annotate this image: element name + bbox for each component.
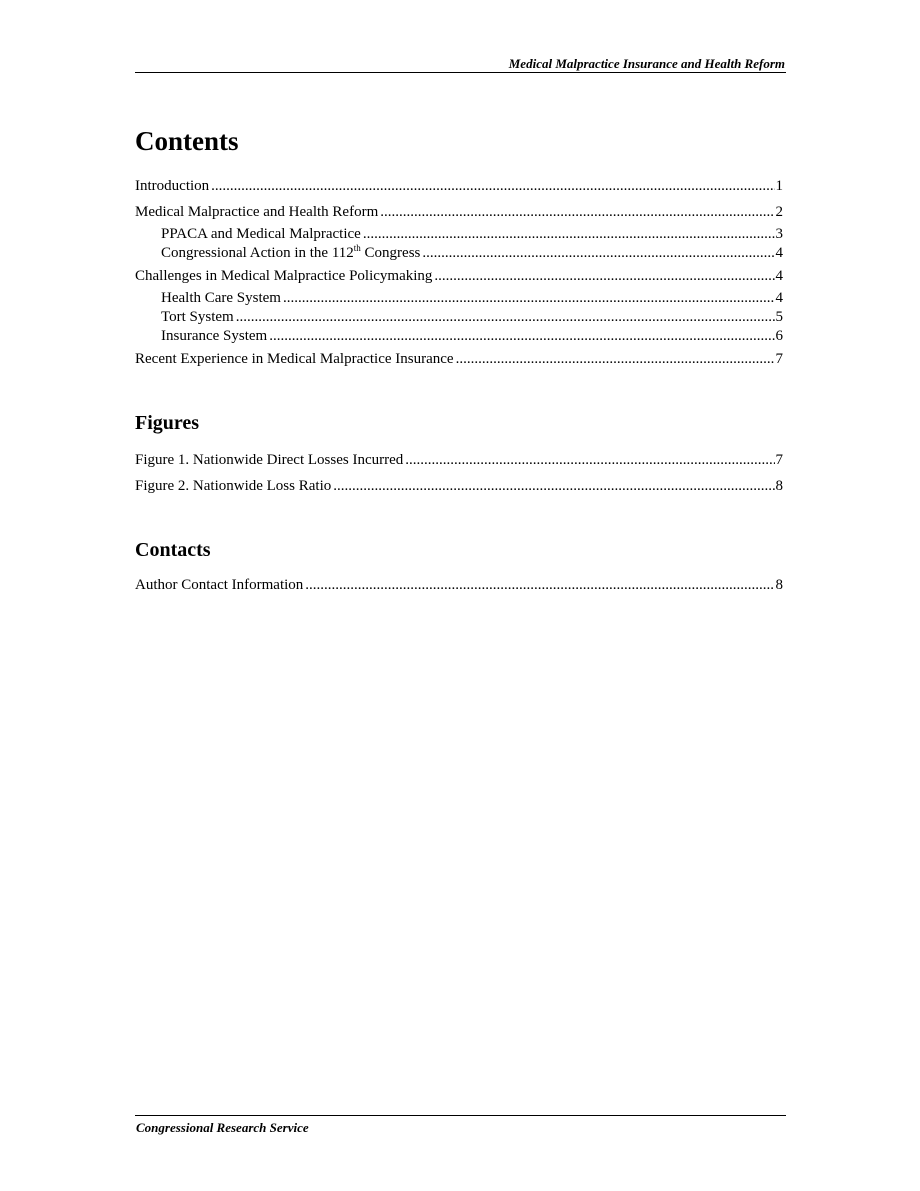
page-header (135, 56, 786, 73)
toc-entry-label: Insurance System (161, 328, 268, 344)
toc-entry-author-contact[interactable] (135, 576, 783, 594)
dot-leader (422, 244, 774, 262)
toc-entry-figure-1[interactable] (135, 451, 783, 469)
toc-entry-ppaca-and-medical-malpractice[interactable] (161, 225, 783, 243)
toc-page-number: 7 (775, 351, 783, 367)
dot-leader (305, 576, 774, 594)
contents-heading: Contents (135, 126, 239, 156)
toc-page-number: 8 (775, 478, 783, 494)
toc-page-number: 6 (775, 328, 783, 344)
toc-page-number: 7 (775, 452, 783, 468)
dot-leader (405, 451, 774, 469)
toc-page-number: 3 (775, 226, 783, 242)
toc-entry-label (161, 244, 420, 262)
dot-leader (269, 327, 774, 345)
toc-entry-tort-system[interactable] (161, 308, 783, 326)
toc-page-number: 5 (775, 309, 783, 325)
toc-entry-medical-malpractice-and-health-reform[interactable] (135, 203, 783, 221)
contacts-heading: Contacts (135, 539, 211, 561)
dot-leader (333, 477, 774, 495)
toc-entry-introduction[interactable] (135, 177, 783, 195)
toc-entry-label: Recent Experience in Medical Malpractice Insurance (135, 351, 454, 367)
toc-page-number: 4 (775, 290, 783, 306)
toc-page-number: 1 (775, 178, 783, 194)
toc-entry-figure-2[interactable] (135, 477, 783, 495)
toc-page-number: 2 (775, 204, 783, 220)
dot-leader (434, 267, 774, 285)
ordinal-superscript: th (353, 243, 361, 253)
toc-page-number: 8 (775, 577, 783, 593)
running-title: Medical Malpractice Insurance and Health Reform (508, 56, 785, 71)
dot-leader (363, 225, 775, 243)
toc-entry-label: Author Contact Information (135, 577, 304, 593)
toc-entry-label: Tort System (161, 309, 234, 325)
toc-entry-health-care-system[interactable] (161, 289, 783, 307)
toc-entry-challenges-in-policymaking[interactable] (135, 267, 783, 285)
toc-entry-congressional-action[interactable] (161, 244, 783, 262)
dot-leader (283, 289, 775, 307)
toc-page-number: 4 (775, 268, 783, 284)
toc-entry-label-start: Congressional Action in the 112 (161, 245, 354, 261)
dot-leader (456, 350, 775, 368)
dot-leader (236, 308, 775, 326)
footer-publisher: Congressional Research Service (136, 1120, 309, 1135)
toc-entry-label: PPACA and Medical Malpractice (161, 226, 361, 242)
toc-entry-label-end: Congress (360, 245, 421, 261)
figures-heading: Figures (135, 412, 200, 434)
toc-page-number: 4 (775, 245, 783, 261)
toc-entry-label: Challenges in Medical Malpractice Policymaking (135, 268, 433, 284)
toc-entry-label: Introduction (135, 178, 210, 194)
toc-entry-label: Health Care System (161, 290, 281, 306)
toc-entry-label: Figure 1. Nationwide Direct Losses Incurred (135, 452, 404, 468)
page-footer (135, 1115, 786, 1135)
toc-entry-insurance-system[interactable] (161, 327, 783, 345)
dot-leader (380, 203, 774, 221)
toc-entry-recent-experience[interactable] (135, 350, 783, 368)
toc-entry-label: Medical Malpractice and Health Reform (135, 204, 379, 220)
dot-leader (211, 177, 774, 195)
toc-entry-label: Figure 2. Nationwide Loss Ratio (135, 478, 332, 494)
